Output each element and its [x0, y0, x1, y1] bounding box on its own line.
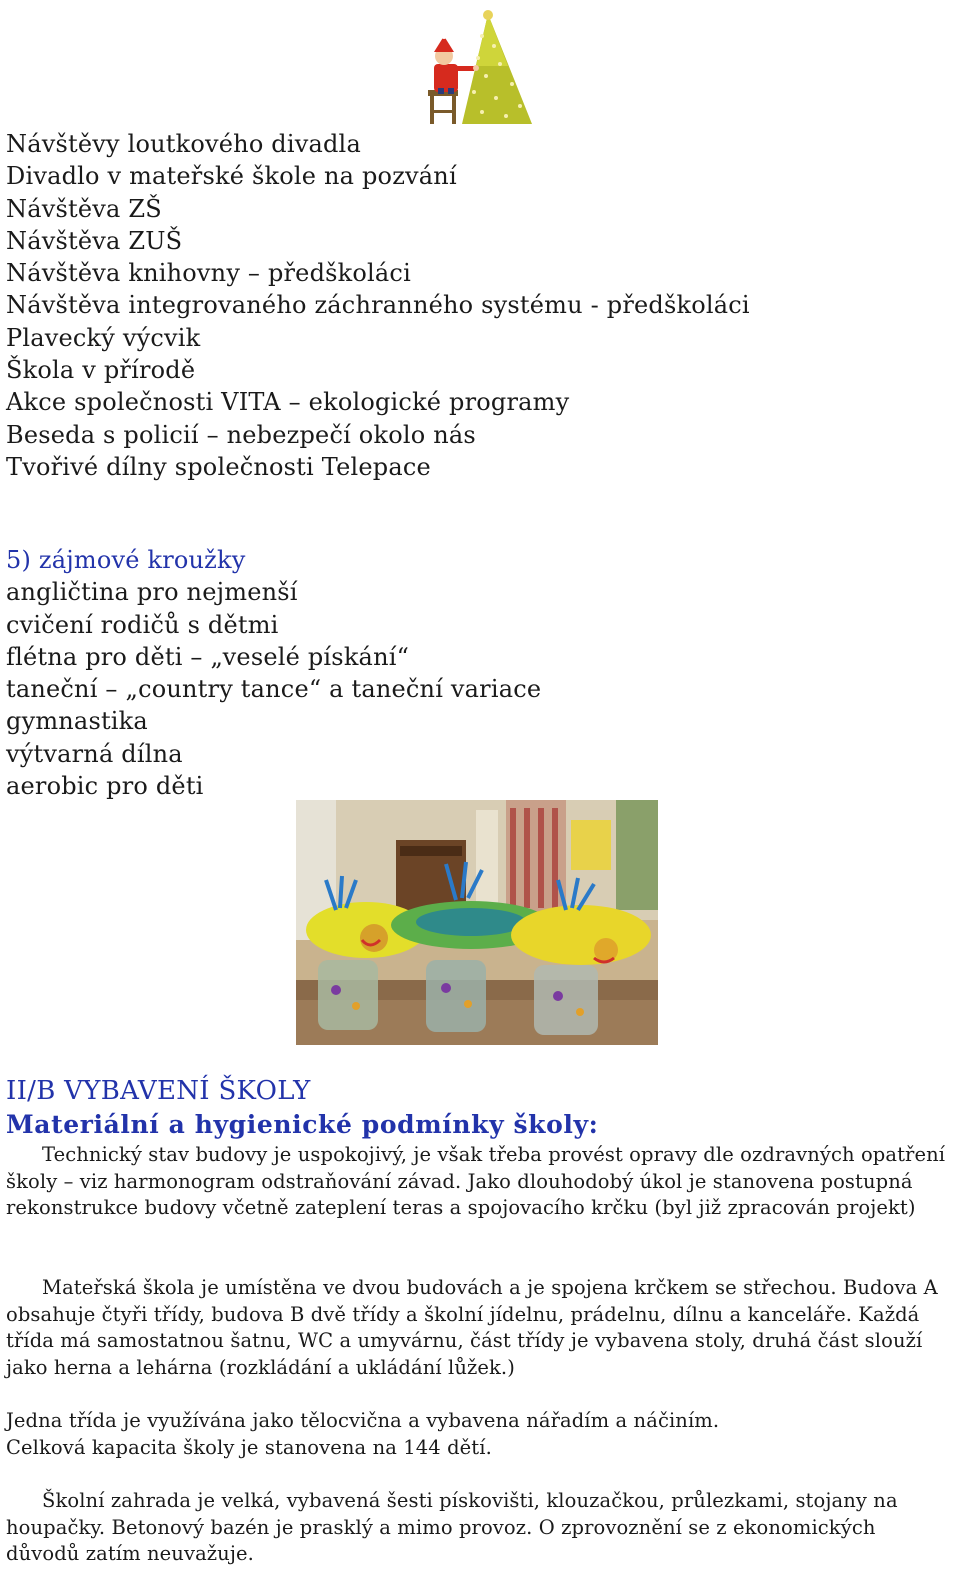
list-item: Tvořivé dílny společnosti Telepace — [6, 452, 431, 481]
list-item: Plavecký výcvik — [6, 323, 201, 352]
clubs-heading: 5) zájmové kroužky — [6, 546, 246, 574]
activities-list — [6, 128, 750, 483]
list-item: taneční – „country tance“ a taneční variace — [6, 675, 542, 704]
list-item: Návštěva integrovaného záchranného systému - předškoláci — [6, 291, 750, 320]
list-item: Akce společnosti VITA – ekologické programy — [6, 388, 570, 417]
list-item: cvičení rodičů s dětmi — [6, 610, 279, 639]
paragraph — [6, 1142, 951, 1222]
paragraph — [6, 1488, 951, 1568]
list-item: angličtina pro nejmenší — [6, 578, 298, 607]
paragraph: Jedna třída je využívána jako tělocvična a vybavena nářadím a náčiním. — [6, 1409, 720, 1432]
paragraph — [6, 1275, 951, 1381]
list-item: výtvarná dílna — [6, 739, 183, 768]
christmas-tree-clipart — [420, 6, 540, 130]
list-item: Návštěva ZŠ — [6, 194, 162, 223]
section-title: II/B VYBAVENÍ ŠKOLY — [6, 1076, 311, 1106]
paragraph: Celková kapacita školy je stanovena na 144 dětí. — [6, 1436, 492, 1459]
list-item: Beseda s policií – nebezpečí okolo nás — [6, 420, 476, 449]
list-item: Návštěva ZUŠ — [6, 226, 183, 255]
list-item: flétna pro děti – „veselé pískání“ — [6, 642, 410, 671]
list-item: Návštěva knihovny – předškoláci — [6, 259, 411, 288]
list-item: gymnastika — [6, 707, 148, 736]
section-subtitle: Materiální a hygienické podmínky školy: — [6, 1110, 599, 1139]
list-item: aerobic pro děti — [6, 772, 204, 801]
paragraph-text: Mateřská škola je umístěna ve dvou budovách a je spojena krčkem se střechou. Budova A obsahuje čtyři třídy, budova B dvě třídy a školní jídelnu, prádelnu, dílnu a kanceláře. Každá třída má samostatnou šatnu, WC a umyvárnu, část třídy je vybavena stoly, druhá část slouží jako herna a lehárna (rozkládání a ukládání lůžek.) — [6, 1276, 938, 1379]
craft-photo — [296, 800, 658, 1045]
list-item: Škola v přírodě — [6, 356, 196, 385]
list-item: Divadlo v mateřské škole na pozvání — [6, 162, 457, 191]
clubs-list — [6, 544, 541, 802]
list-item: Návštěvy loutkového divadla — [6, 130, 361, 158]
paragraph-text: Technický stav budovy je uspokojivý, je však třeba provést opravy dle ozdravných opatření školy – viz harmonogram odstraňování závad. Jako dlouhodobý úkol je stanovena postupná rekonstrukce budovy včetně zateplení teras a spojovacího krčku (byl již zpracován projekt) — [6, 1143, 946, 1220]
paragraph-text: Školní zahrada je velká, vybavená šesti pískovišti, klouzačkou, průlezkami, stojany na houpačky. Betonový bazén je prasklý a mimo provoz. O zprovoznění se z ekonomických důvodů zatím neuvažuje. — [6, 1489, 898, 1566]
